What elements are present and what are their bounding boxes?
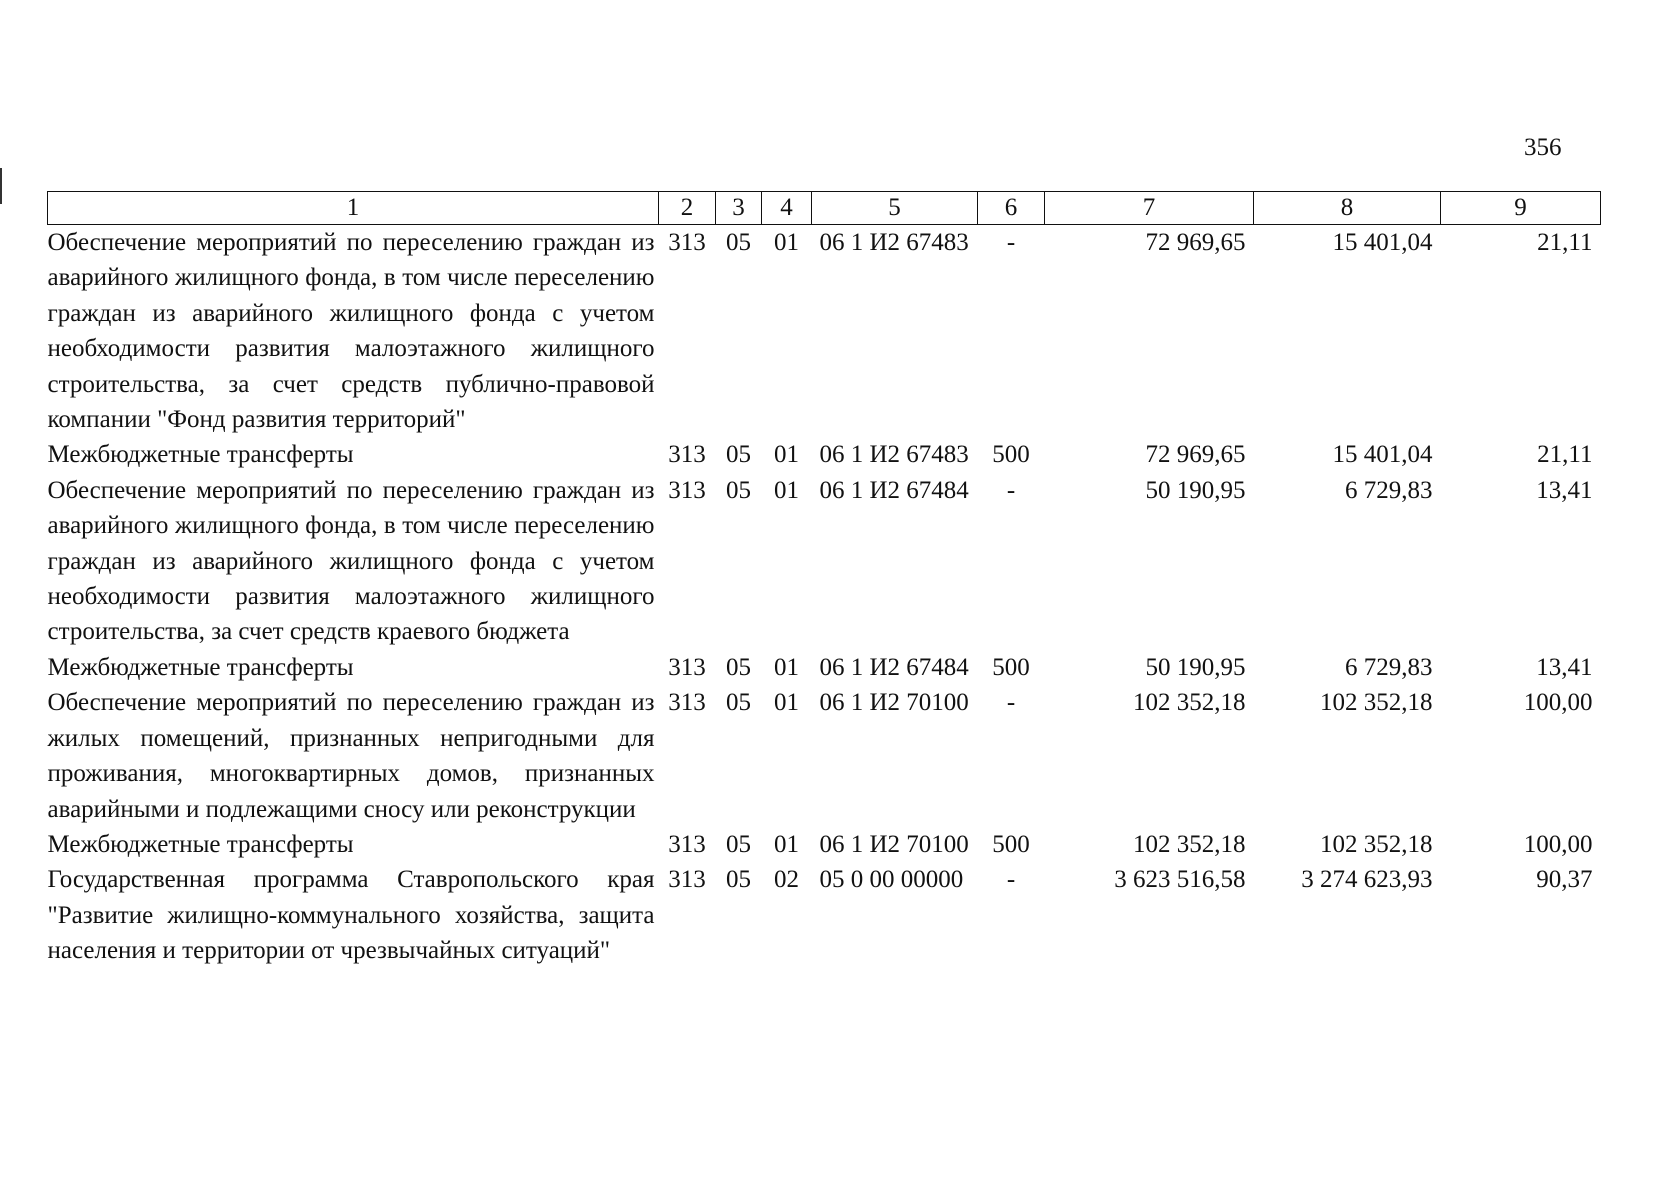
row-value-cell-4: 01	[774, 830, 799, 858]
row-value-cell-3: 05	[726, 653, 751, 681]
row-value-cell-7: 102 352,18	[1133, 830, 1246, 858]
col-header-4: 4	[762, 192, 812, 225]
row-value-cell-2: 313	[668, 229, 706, 256]
col-header-9: 9	[1441, 192, 1601, 225]
row-value-cell-2: 313	[668, 476, 706, 504]
row-value-cell-5: 06 1 И2 67484	[819, 476, 969, 504]
row-value-cell-5: 06 1 И2 67483	[819, 441, 969, 469]
row-value-cell-6: -	[1006, 689, 1016, 717]
table-row	[48, 437, 1601, 472]
row-value-cell-5: 06 1 И2 70100	[819, 830, 969, 858]
row-value-cell-8: 6 729,83	[1345, 653, 1433, 681]
row-value-cell-7: 50 190,95	[1145, 653, 1246, 681]
col-header-2: 2	[659, 192, 716, 225]
row-value-cell-3: 05	[726, 476, 751, 504]
header-row	[48, 192, 1601, 225]
row-value-cell-5: 05 0 00 00000	[819, 866, 964, 894]
row-value-cell-5: 06 1 И2 67483	[819, 229, 969, 256]
row-value-cell-4: 01	[774, 229, 799, 256]
row-value-cell-9: 21,11	[1537, 441, 1593, 469]
budget-table	[47, 191, 1601, 969]
row-value-cell-4: 01	[774, 689, 799, 717]
table-row	[48, 827, 1601, 862]
row-value-cell-6: -	[1006, 476, 1016, 504]
row-value-cell-3: 05	[726, 441, 751, 469]
row-value-cell-2: 313	[668, 441, 706, 469]
table-row	[48, 862, 1601, 968]
col-header-8: 8	[1254, 192, 1441, 225]
row-value-cell-3: 05	[726, 866, 751, 894]
row-value-cell-5: 06 1 И2 70100	[819, 689, 969, 717]
row-value-cell-9: 90,37	[1536, 866, 1593, 894]
row-value-cell-7: 50 190,95	[1145, 476, 1246, 504]
col-header-7: 7	[1045, 192, 1254, 225]
row-value-cell-6: -	[1006, 229, 1016, 256]
table-row	[48, 650, 1601, 685]
row-name-cell: Межбюджетные трансферты	[47, 830, 354, 858]
row-value-cell-2: 313	[668, 866, 706, 894]
row-name-cell: Обеспечение мероприятий по переселению граждан из аварийного жилищного фонда, в том числе переселению граждан из аварийного жилищного фонда с учетом необходимости развития малоэтажного жилищного строительства, за счет средств краевого бюджета	[47, 476, 655, 646]
row-value-cell-9: 13,41	[1536, 476, 1593, 504]
row-value-cell-4: 02	[774, 866, 799, 894]
row-name-cell: Обеспечение мероприятий по переселению граждан из жилых помещений, признанных непригодными для проживания, многоквартирных домов, признанных аварийными и подлежащими сносу или реконструкции	[47, 689, 655, 823]
row-value-cell-3: 05	[726, 229, 751, 256]
row-value-cell-8: 15 401,04	[1332, 441, 1433, 469]
row-value-cell-6: 500	[992, 653, 1030, 681]
row-name-cell: Межбюджетные трансферты	[47, 653, 354, 681]
col-header-6: 6	[978, 192, 1045, 225]
row-value-cell-8: 6 729,83	[1345, 476, 1433, 504]
row-value-cell-4: 01	[774, 653, 799, 681]
row-value-cell-7: 3 623 516,58	[1114, 866, 1246, 894]
row-value-cell-2: 313	[668, 830, 706, 858]
col-header-5: 5	[812, 192, 978, 225]
row-value-cell-6: -	[1006, 866, 1016, 894]
row-value-cell-5: 06 1 И2 67484	[819, 653, 969, 681]
row-value-cell-6: 500	[992, 830, 1030, 858]
row-value-cell-9: 21,11	[1537, 229, 1593, 256]
table-row	[48, 685, 1601, 827]
row-value-cell-7: 72 969,65	[1145, 441, 1246, 469]
row-value-cell-3: 05	[726, 689, 751, 717]
table-row	[48, 225, 1601, 438]
row-value-cell-7: 72 969,65	[1145, 229, 1246, 256]
row-value-cell-2: 313	[668, 689, 706, 717]
row-value-cell-8: 3 274 623,93	[1301, 866, 1433, 894]
col-header-3: 3	[716, 192, 762, 225]
table-body	[48, 225, 1601, 969]
row-value-cell-2: 313	[668, 653, 706, 681]
scan-edge-mark	[0, 168, 2, 204]
row-value-cell-3: 05	[726, 830, 751, 858]
row-value-cell-8: 102 352,18	[1320, 689, 1433, 717]
row-value-cell-9: 13,41	[1536, 653, 1593, 681]
row-value-cell-6: 500	[992, 441, 1030, 469]
row-value-cell-9: 100,00	[1523, 830, 1593, 858]
row-value-cell-8: 102 352,18	[1320, 830, 1433, 858]
row-value-cell-4: 01	[774, 476, 799, 504]
table-row	[48, 473, 1601, 650]
row-value-cell-7: 102 352,18	[1133, 689, 1246, 717]
row-value-cell-9: 100,00	[1523, 689, 1593, 717]
row-name-cell: Государственная программа Ставропольского края "Развитие жилищно-коммунального хозяйства, защита населения и территории от чрезвычайных ситуаций"	[47, 866, 655, 965]
row-name-cell: Межбюджетные трансферты	[47, 441, 354, 469]
page-number: 356	[1524, 134, 1562, 161]
row-value-cell-4: 01	[774, 441, 799, 469]
col-header-1: 1	[48, 192, 659, 225]
row-name-cell: Обеспечение мероприятий по переселению граждан из аварийного жилищного фонда, в том числе переселению граждан из аварийного жилищного фонда с учетом необходимости развития малоэтажного жилищного строительства, за счет средств публично-правовой компании "Фонд развития территорий"	[47, 229, 655, 434]
row-value-cell-8: 15 401,04	[1332, 229, 1433, 256]
